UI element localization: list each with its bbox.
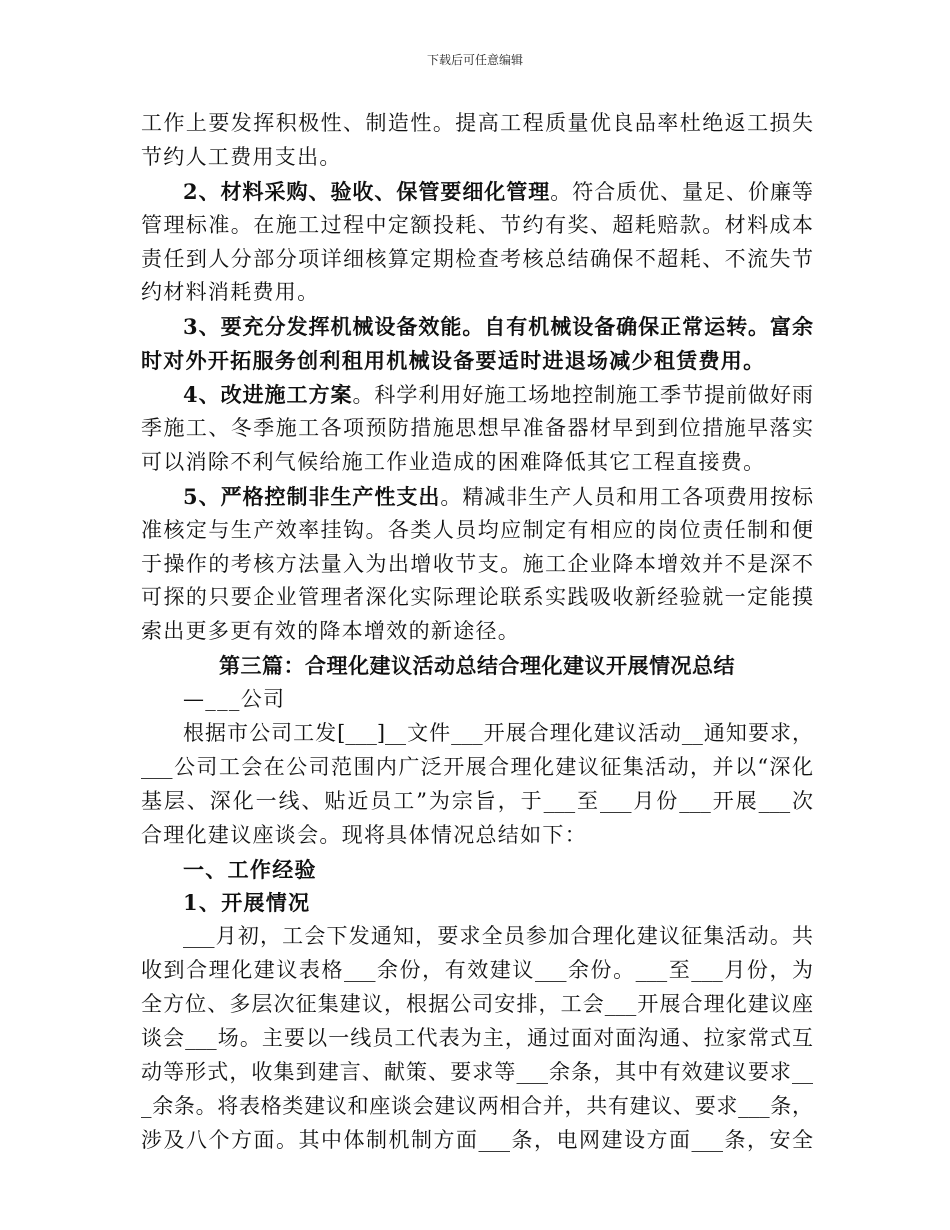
text-line: [141, 344, 813, 378]
text-run: 全方位、多层次征集建议，根据公司安排，工会___开展合理化建议座: [141, 992, 813, 1017]
text-run: 责任到人分部分项详细核算定期检查考核总结确保不超耗、不流失节: [141, 246, 813, 271]
text-run: 基层、深化一线、贴近员工”为宗旨，于___至___月份___开展___次: [141, 788, 813, 813]
page-header: 下载后可任意编辑: [426, 53, 523, 67]
text-line: [141, 1022, 813, 1056]
text-line: [141, 1124, 813, 1158]
bold-text-run: 1、开展情况: [183, 890, 311, 916]
text-line: [141, 107, 813, 141]
text-line: [141, 751, 813, 785]
text-line: [141, 548, 813, 582]
text-run: 索出更多更有效的降本增效的新途径。: [141, 619, 521, 644]
text-line: [141, 209, 813, 243]
text-line: [141, 988, 813, 1022]
text-run: 节约人工费用支出。: [141, 144, 342, 169]
text-line: [141, 1056, 813, 1090]
document-body: [141, 107, 813, 1158]
text-run: 于操作的考核方法量入为出增收节支。施工企业降本增效并不是深不: [141, 551, 813, 576]
section-heading: [141, 649, 813, 683]
text-line: [141, 615, 813, 649]
bold-text-run: 5、严格控制非生产性支出: [183, 483, 441, 509]
text-line: [141, 378, 813, 412]
text-line: [141, 954, 813, 988]
text-run: 管理标准。在施工过程中定额投耗、节约有奖、超耗赔款。材料成本: [141, 212, 813, 237]
text-line: [141, 480, 813, 514]
text-run: —___公司: [183, 687, 286, 712]
text-run: 动等形式，收集到建言、献策、要求等___余条，其中有效建议要求__: [141, 1059, 813, 1084]
text-run: 可探的只要企业管理者深化实际理论联系实践吸收新经验就一定能摸: [141, 585, 813, 610]
text-line: [141, 514, 813, 548]
bold-text-run: 3、要充分发挥机械设备效能。自有机械设备确保正常运转。富余: [183, 314, 813, 340]
bold-text-run: 4、改进施工方案: [183, 382, 353, 408]
text-line: [141, 1090, 813, 1124]
text-run: 季施工、冬季施工各项预防措施思想早准备器材早到到位措施早落实: [141, 416, 813, 441]
text-line: [141, 310, 813, 344]
text-line: [141, 853, 813, 887]
text-run: 谈会___场。主要以一线员工代表为主，通过面对面沟通、拉家常式互: [141, 1026, 813, 1051]
text-line: [141, 412, 813, 446]
text-run: 涉及八个方面。其中体制机制方面___条，电网建设方面___条，安全: [141, 1127, 813, 1152]
text-run: 根据市公司工发[___]__文件___开展合理化建议活动__通知要求，: [183, 721, 813, 746]
text-line: [141, 683, 813, 717]
text-run: 。科学利用好施工场地控制施工季节提前做好雨: [352, 383, 813, 408]
text-run: _余条。将表格类建议和座谈会建议两相合并，共有建议、要求___条，: [141, 1093, 813, 1118]
bold-text-run: 2、材料采购、验收、保管要细化管理: [183, 178, 551, 204]
text-line: [141, 920, 813, 954]
bold-text-run: 第三篇：合理化建议活动总结合理化建议开展情况总结: [219, 653, 735, 679]
text-line: [141, 243, 813, 277]
text-run: 工作上要发挥积极性、制造性。提高工程质量优良品率杜绝返工损失: [141, 111, 813, 135]
text-line: [141, 581, 813, 615]
text-run: 准核定与生产效率挂钩。各类人员均应制定有相应的岗位责任制和便: [141, 517, 813, 542]
text-line: [141, 276, 813, 310]
text-line: [141, 886, 813, 920]
text-run: 。精减非生产人员和用工各项费用按标: [440, 484, 813, 509]
text-run: 约材料消耗费用。: [141, 280, 320, 305]
text-line: [141, 785, 813, 819]
text-line: [141, 141, 813, 175]
bold-text-run: 时对外开拓服务创利租用机械设备要适时进退场减少租赁费用。: [141, 348, 766, 374]
text-run: ___公司工会在公司范围内广泛开展合理化建议征集活动，并以“深化: [141, 754, 813, 779]
text-run: ___月初，工会下发通知，要求全员参加合理化建议征集活动。共: [183, 924, 813, 949]
text-line: [141, 717, 813, 751]
text-line: [141, 446, 813, 480]
text-line: [141, 819, 813, 853]
text-run: 收到合理化建议表格___余份，有效建议___余份。___至___月份，为: [141, 958, 813, 983]
text-run: 合理化建议座谈会。现将具体情况总结如下：: [141, 822, 587, 847]
text-run: 可以消除不利气候给施工作业造成的困难降低其它工程直接费。: [141, 449, 766, 474]
text-line: [141, 175, 813, 209]
text-run: 。符合质优、量足、价廉等: [550, 179, 813, 204]
bold-text-run: 一、工作经验: [183, 856, 317, 882]
